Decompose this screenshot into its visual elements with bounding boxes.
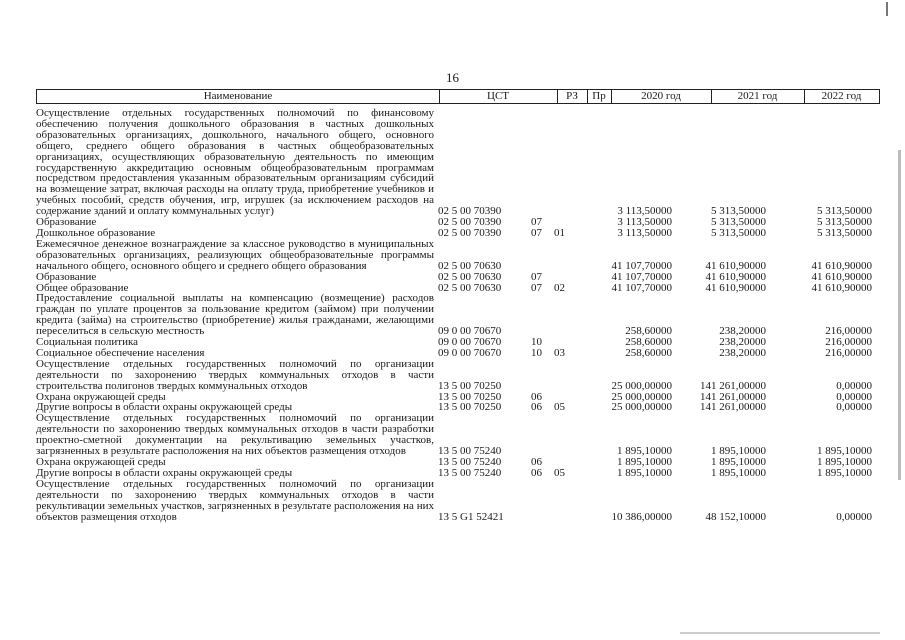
row-year-2021: 238,20000 — [719, 336, 766, 349]
row-year-2021: 238,20000 — [719, 325, 766, 338]
row-year-2022: 41 610,90000 — [811, 270, 872, 283]
row-year-2022: 0,00000 — [836, 401, 872, 414]
row-cst: 09 0 00 70670 — [438, 336, 502, 349]
header-year-2021: 2021 год — [711, 90, 805, 103]
row-year-2021: 41 610,90000 — [705, 281, 766, 294]
row-rz: 06 — [531, 466, 542, 479]
row-cst: 13 5 G1 52421 — [438, 510, 504, 523]
row-year-2020: 25 000,00000 — [611, 401, 672, 414]
row-year-2020: 258,60000 — [625, 336, 672, 349]
row-name: Осуществление отдельных государственных полномочий по организации деятельности по захоронению твердых коммунальных отходов в части рекультивации земельных участков, загрязненных в результате расположения на них объектов размещения отходов — [36, 477, 434, 523]
row-name: Другие вопросы в области охраны окружающей среды — [36, 401, 293, 414]
table-row — [36, 239, 880, 272]
row-year-2022: 0,00000 — [836, 510, 872, 523]
row-year-2020: 1 895,10000 — [617, 456, 672, 468]
row-cst: 02 5 00 70630 — [438, 281, 502, 294]
row-name: Охрана окружающей среды — [36, 390, 166, 403]
row-rz: 06 — [531, 401, 542, 414]
row-year-2021: 141 261,00000 — [700, 401, 766, 414]
row-year-2021: 238,20000 — [719, 346, 766, 359]
row-year-2022: 0,00000 — [836, 390, 872, 403]
row-year-2020: 1 895,10000 — [617, 466, 672, 479]
row-name: Социальное обеспечение населения — [36, 346, 205, 359]
row-year-2020: 10 386,00000 — [611, 510, 672, 523]
table-row — [36, 413, 880, 457]
row-year-2022: 41 610,90000 — [811, 259, 872, 272]
row-name: Образование — [36, 270, 97, 283]
row-year-2020: 25 000,00000 — [611, 379, 672, 392]
row-name: Охрана окружающей среды — [36, 456, 166, 468]
header-rz: РЗ — [557, 90, 588, 103]
row-year-2020: 3 113,50000 — [617, 205, 672, 218]
row-cst: 02 5 00 70390 — [438, 216, 502, 229]
row-year-2021: 141 261,00000 — [700, 390, 766, 403]
row-year-2022: 5 313,50000 — [817, 205, 872, 218]
row-year-2021: 41 610,90000 — [705, 259, 766, 272]
row-year-2021: 1 895,10000 — [711, 445, 766, 458]
row-year-2021: 141 261,00000 — [700, 379, 766, 392]
row-year-2020: 25 000,00000 — [611, 390, 672, 403]
row-cst: 13 5 00 70250 — [438, 401, 502, 414]
table-row — [36, 479, 880, 523]
row-cst: 02 5 00 70390 — [438, 205, 502, 218]
row-cst: 13 5 00 75240 — [438, 466, 502, 479]
row-cst: 02 5 00 70630 — [438, 259, 502, 272]
row-cst: 02 5 00 70630 — [438, 270, 502, 283]
row-rz: 07 — [531, 226, 542, 239]
scan-edge-mark — [898, 150, 901, 480]
row-year-2020: 41 107,70000 — [611, 281, 672, 294]
row-year-2022: 1 895,10000 — [817, 466, 872, 479]
row-pr: 01 — [554, 226, 565, 239]
row-year-2022: 216,00000 — [825, 325, 872, 338]
row-name: Дошкольное образование — [36, 226, 156, 239]
row-pr: 03 — [554, 346, 565, 359]
header-year-2022: 2022 год — [821, 90, 862, 102]
row-cst: 02 5 00 70390 — [438, 226, 502, 239]
row-year-2021: 5 313,50000 — [711, 226, 766, 239]
row-year-2022: 216,00000 — [825, 346, 872, 359]
row-year-2020: 258,60000 — [625, 346, 672, 359]
row-rz: 10 — [531, 346, 542, 359]
row-year-2020: 41 107,70000 — [611, 270, 672, 283]
row-cst: 13 5 00 75240 — [438, 445, 502, 458]
row-year-2022: 1 895,10000 — [817, 445, 872, 458]
header-cst: ЦСТ — [439, 90, 558, 103]
row-cst: 13 5 00 70250 — [438, 390, 502, 403]
row-year-2021: 48 152,10000 — [705, 510, 766, 523]
row-pr: 02 — [554, 281, 565, 294]
table-body — [36, 108, 880, 522]
row-rz: 07 — [531, 281, 542, 294]
row-name: Другие вопросы в области охраны окружающей среды — [36, 466, 293, 479]
row-year-2022: 0,00000 — [836, 379, 872, 392]
row-cst: 13 5 00 70250 — [438, 379, 502, 392]
table-header — [36, 89, 880, 104]
row-year-2020: 1 895,10000 — [617, 445, 672, 458]
row-year-2020: 3 113,50000 — [617, 226, 672, 239]
row-year-2021: 1 895,10000 — [711, 456, 766, 468]
scan-edge-mark — [886, 2, 888, 16]
row-name: Осуществление отдельных государственных полномочий по организации деятельности по захоронению твердых коммунальных отходов в части строительства полигонов твердых коммунальных отходов — [36, 357, 434, 392]
row-name: Образование — [36, 216, 97, 229]
row-year-2021: 5 313,50000 — [711, 216, 766, 229]
page-number: 16 — [446, 70, 459, 85]
table-row — [36, 359, 880, 392]
row-year-2021: 5 313,50000 — [711, 205, 766, 218]
row-pr: 05 — [554, 401, 565, 414]
row-name: Общее образование — [36, 281, 129, 294]
row-rz: 06 — [531, 390, 542, 403]
row-name: Ежемесячное денежное вознаграждение за классное руководство в муниципальных образовательных организациях, реализующих общеобразовательные программы начального общего, основного общего и среднего общего образования — [36, 237, 434, 272]
row-cst: 09 0 00 70670 — [438, 325, 502, 338]
header-name: Наименование — [37, 90, 440, 103]
row-rz: 10 — [531, 336, 542, 349]
row-cst: 09 0 00 70670 — [438, 346, 502, 359]
row-rz: 07 — [531, 270, 542, 283]
row-year-2021: 41 610,90000 — [705, 270, 766, 283]
table-row — [36, 108, 880, 217]
row-cst: 13 5 00 75240 — [438, 456, 502, 468]
row-name: Осуществление отдельных государственных полномочий по финансовому обеспечению получения дошкольного образования в частных дошкольных образовательных организациях, дошкольного, начального общего, основного общего, среднего общего образования в частных общеобразовательных организациях, осуществляющих образовательную деятельность по имеющим государственную аккредитацию основным общеобразовательным программам посредством предоставления указанным образовательным организациям субсидий на возмещение затрат, включая расходы на оплату труда, приобретение учебников и учебных пособий, средств обучения, игр, игрушек (за исключением расходов на содержание зданий и оплату коммунальных услуг) — [36, 107, 434, 218]
row-year-2022: 1 895,10000 — [817, 456, 872, 468]
row-rz: 06 — [531, 456, 542, 468]
row-name: Осуществление отдельных государственных полномочий по организации деятельности по захоронению твердых коммунальных отходов в части разработки проектно-сметной документации на рекультивацию земельных участков, загрязненных в результате расположения на них объектов размещения отходов — [36, 412, 434, 458]
header-year-2020: 2020 год — [611, 90, 712, 103]
row-year-2022: 41 610,90000 — [811, 281, 872, 294]
row-rz: 07 — [531, 216, 542, 229]
row-name: Предоставление социальной выплаты на компенсацию (возмещение) расходов граждан по уплате процентов за пользование кредитом (займом) при получении кредита (займа) на строительство (приобретение) жилья гражданами, желающими переселиться в сельскую местность — [36, 292, 434, 338]
row-name: Социальная политика — [36, 336, 139, 349]
table-row — [36, 293, 880, 337]
header-pr: Пр — [587, 90, 612, 103]
row-year-2020: 41 107,70000 — [611, 259, 672, 272]
row-pr: 05 — [554, 466, 565, 479]
row-year-2022: 5 313,50000 — [817, 226, 872, 239]
scan-edge-mark — [680, 632, 880, 634]
row-year-2022: 216,00000 — [825, 336, 872, 349]
table-row — [36, 272, 880, 283]
row-year-2020: 258,60000 — [625, 325, 672, 338]
row-year-2022: 5 313,50000 — [817, 216, 872, 229]
row-year-2021: 1 895,10000 — [711, 466, 766, 479]
row-year-2020: 3 113,50000 — [617, 216, 672, 229]
